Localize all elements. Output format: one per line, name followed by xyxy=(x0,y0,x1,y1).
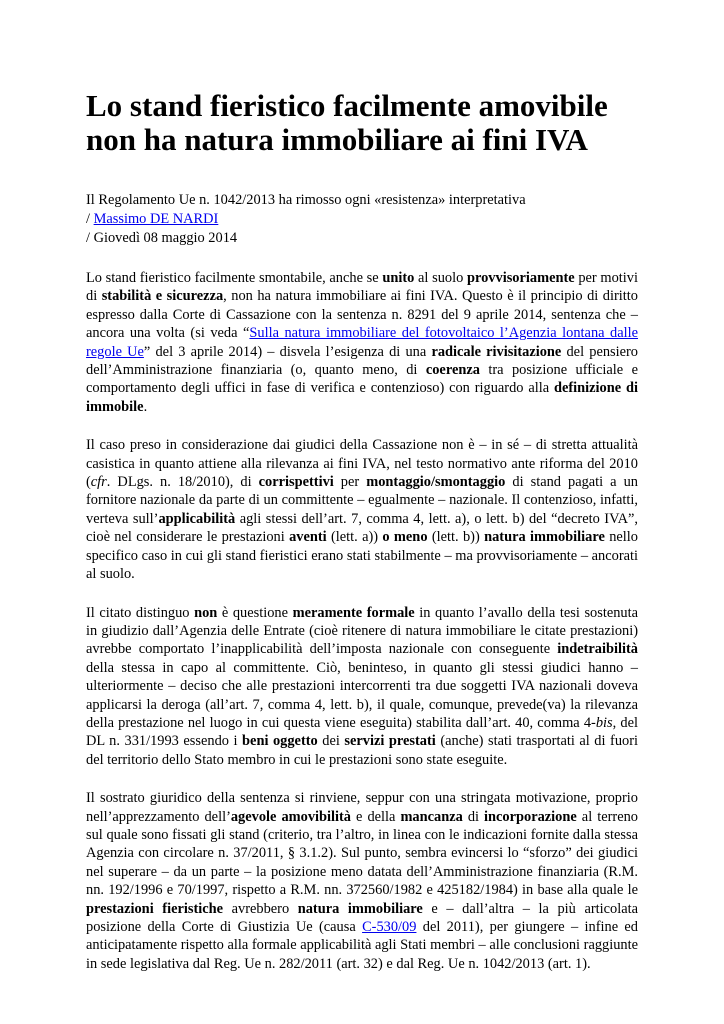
bold-text: incorporazione xyxy=(484,808,577,825)
bold-text: aventi xyxy=(289,529,327,546)
bold-text: prestazioni fieristiche xyxy=(86,900,224,917)
italic-text: bis xyxy=(595,714,613,731)
paragraph-text: del pensiero dell’Amministrazione finanziaria (o, quanto meno, di xyxy=(86,343,638,379)
bold-text: montaggio/smontaggio xyxy=(366,474,506,491)
paragraph-text: , non ha natura immobiliare ai fini IVA. Questo è il principio di diritto espresso dalla Corte di Cassazione con la sentenza n. 8291 del 9 aprile 2014, sentenza che – ancora una volta (si veda “ xyxy=(86,288,638,342)
paragraph-3 xyxy=(86,604,638,770)
paragraph-text: della stessa in capo al committente. Ciò, beninteso, in quanto gli stessi giudici hanno – ulteriormente – deciso che alle prestazioni intercorrenti tra due soggetti IVA nazionali doveva applicarsi la deroga (all’art. 7, comma 4, lett. b), il quale, comunque, prevede(va) la rilevanza della prestazione nel luogo in cui questa viene eseguita) stabilita dall’art. 40, comma 4- xyxy=(86,659,638,731)
bold-text: natura immobiliare xyxy=(484,529,605,546)
paragraph-text: del 2011), per giungere – infine ed anticipatamente rispetto alla formale applicabilità agli Stati membri – alle conclusioni raggiunte in sede legislativa dal Reg. Ue n. 282/2011 (art. 32) e dal Reg. Ue n. 1042/2013 (art. 1). xyxy=(86,919,639,972)
inline-link[interactable]: C-530/09 xyxy=(362,919,417,935)
paragraph-text: . xyxy=(143,398,148,415)
inline-link[interactable]: Sulla natura immobiliare del fotovoltaico l’Agenzia lontana dalle regole Ue xyxy=(86,325,639,360)
paragraph-text: e – dall’altra – la più articolata posizione della Corte di Giustizia Ue (causa xyxy=(86,900,638,935)
paragraph-text: (anche) stati trasportati al di fuori del territorio dello Stato membro in cui le prestazioni sono state eseguite. xyxy=(86,733,638,768)
bold-text: servizi prestati xyxy=(344,733,436,750)
paragraph-4 xyxy=(86,789,638,973)
paragraph-text: , del DL n. 331/1993 essendo i xyxy=(86,714,638,750)
bold-text: unito xyxy=(382,270,415,286)
paragraph-text: tra posizione ufficiale e comportamento degli uffici in fase di verifica e contenzioso) con riguardo alla xyxy=(86,362,638,397)
article-subtitle: Il Regolamento Ue n. 1042/2013 ha rimosso ogni «resistenza» interpretativa xyxy=(86,192,526,208)
paragraph-text: di xyxy=(462,808,485,825)
paragraph-text: per motivi di xyxy=(86,270,638,305)
paragraph-text: (lett. a)) xyxy=(326,529,383,546)
paragraph-text: Il citato distinguo xyxy=(86,604,195,621)
bold-text: non xyxy=(194,604,218,621)
bold-text: provvisoriamente xyxy=(466,270,575,286)
paragraph-text: Lo stand fieristico facilmente smontabile, anche se xyxy=(86,270,383,286)
bold-text: stabilità e sicurezza xyxy=(101,288,224,305)
article-title: Lo stand fieristico facilmente amovibile non ha natura immobiliare ai fini IVA xyxy=(86,88,608,157)
date-line: / Giovedì 08 maggio 2014 xyxy=(86,230,238,246)
bold-text: indetraibilità xyxy=(557,641,638,658)
paragraph-text: . DLgs. n. 18/2010), di xyxy=(106,474,259,491)
paragraph-2 xyxy=(86,436,638,583)
bold-text: applicabilità xyxy=(158,510,236,527)
bold-text: agevole amovibilità xyxy=(230,808,351,825)
paragraph-text: per xyxy=(333,474,367,491)
paragraph-text: e della xyxy=(351,808,401,825)
paragraph-text: (lett. b)) xyxy=(427,529,485,546)
bold-text: meramente formale xyxy=(292,604,415,621)
paragraph-text: di stand pagati a un fornitore nazionale da parte di un committente – egualmente – nazionale. Il contenzioso, infatti, verteva sull’ xyxy=(86,474,638,527)
paragraph-1 xyxy=(86,269,638,416)
author-line xyxy=(86,210,638,229)
bold-text: natura immobiliare xyxy=(297,900,423,917)
paragraph-text: Il sostrato giuridico della sentenza si rinviene, seppur con una stringata motivazione, proprio nell’apprezzamento dell’ xyxy=(86,790,638,825)
paragraph-text: Il caso preso in considerazione dai giudici della Cassazione non è – in sé – di stretta attualità casistica in quanto attiene alla rilevanza ai fini IVA, nel testo normativo ante riforma del 2010 ( xyxy=(86,437,638,491)
author-link[interactable]: Massimo DE NARDI xyxy=(93,211,219,227)
paragraph-text: nello specifico caso in cui gli stand fieristici erano stati stabilmente – ma provvisoriamente – ancorati al suolo. xyxy=(86,529,638,583)
paragraph-text: in quanto l’avallo della tesi sostenuta in giudizio dall’Agenzia delle Entrate (cioè ritenere di natura immobiliare le citate prestazioni) avrebbe comportato l’inapplicabilità dell’imposta nazionale con conseguente xyxy=(86,604,638,658)
paragraph-text: agli stessi dell’art. 7, comma 4, lett. a), o lett. b) del “decreto IVA”, cioè nel considerare le prestazioni xyxy=(86,510,639,546)
bold-text: radicale rivisitazione xyxy=(431,343,562,360)
paragraph-text: è questione xyxy=(217,604,293,621)
author-prefix: / xyxy=(86,211,94,227)
italic-text: cfr xyxy=(90,474,107,491)
bold-text: mancanza xyxy=(400,808,463,825)
paragraph-text: dei xyxy=(317,733,345,750)
paragraph-text: ” del 3 aprile 2014) – disvela l’esigenza di una xyxy=(143,343,432,360)
bold-text: coerenza xyxy=(425,362,480,379)
bold-text: corrispettivi xyxy=(258,474,334,491)
bold-text: definizione di immobile xyxy=(86,380,638,415)
paragraph-text: al terreno sul quale sono fissati gli stand (criterio, tra l’altro, in linea con le indicazioni fornite dalla stessa Agenzia con circolare n. 37/2011, § 3.1.2). Sul punto, sembra evincersi lo “sforzo” dei giudici nel superare – da un parte – la posizione meno datata dell’Amministrazione finanziaria (R.M. nn. 192/1996 e 70/1997, rispetto a R.M. nn. 372560/1982 e 425182/1984) in base alla quale le xyxy=(86,808,638,899)
bold-text: beni oggetto xyxy=(242,733,318,750)
article-meta xyxy=(86,191,638,248)
paragraph-text: al suolo xyxy=(414,270,467,286)
paragraph-text: avrebbero xyxy=(223,900,298,917)
bold-text: o meno xyxy=(382,529,428,546)
